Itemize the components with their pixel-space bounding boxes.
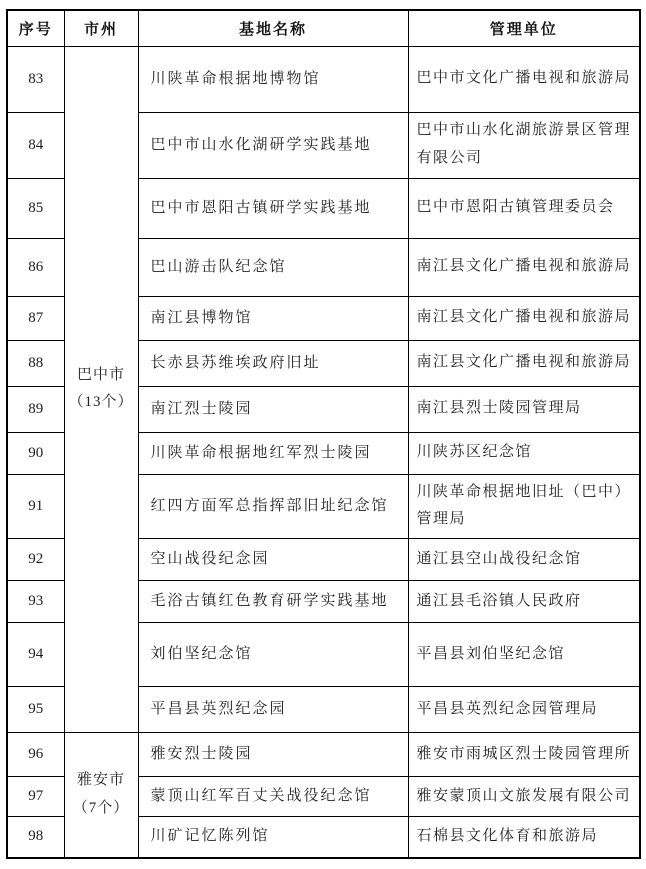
city-group-cell (64, 46, 138, 733)
management-unit-cell: 平昌县刘伯坚纪念馆 (408, 623, 640, 687)
management-unit-cell: 雅安市雨城区烈士陵园管理所 (408, 733, 640, 777)
header-city: 市州 (64, 10, 138, 46)
base-name-cell: 巴中市山水化湖研学实践基地 (138, 112, 408, 178)
serial-number-cell: 98 (7, 817, 64, 858)
table-header (7, 10, 640, 46)
management-unit-cell: 川陕苏区纪念馆 (408, 432, 640, 474)
serial-number-cell: 96 (7, 733, 64, 777)
serial-number-cell: 95 (7, 687, 64, 733)
management-unit-cell: 雅安蒙顶山文旅发展有限公司 (408, 777, 640, 817)
serial-number-cell: 94 (7, 623, 64, 687)
serial-number-cell: 89 (7, 386, 64, 432)
serial-number-cell: 84 (7, 112, 64, 178)
management-unit-cell: 平昌县英烈纪念园管理局 (408, 687, 640, 733)
table-row (7, 733, 640, 777)
city-name: 巴中市 (76, 366, 125, 383)
table-header-row (7, 10, 640, 46)
serial-number-cell: 83 (7, 46, 64, 112)
red-tourism-base-table (6, 9, 641, 859)
base-name-cell: 平昌县英烈纪念园 (138, 687, 408, 733)
base-name-cell: 毛浴古镇红色教育研学实践基地 (138, 581, 408, 623)
base-name-cell: 巴山游击队纪念馆 (138, 238, 408, 296)
management-unit-cell: 巴中市恩阳古镇管理委员会 (408, 178, 640, 238)
base-name-cell: 刘伯坚纪念馆 (138, 623, 408, 687)
header-management-unit: 管理单位 (408, 10, 640, 46)
serial-number-cell: 97 (7, 777, 64, 817)
base-name-cell: 南江烈士陵园 (138, 386, 408, 432)
serial-number-cell: 88 (7, 340, 64, 386)
management-unit-cell: 通江县空山战役纪念馆 (408, 539, 640, 581)
management-unit-cell: 南江县烈士陵园管理局 (408, 386, 640, 432)
city-count-label: （7个） (72, 799, 130, 816)
serial-number-cell: 93 (7, 581, 64, 623)
serial-number-cell: 90 (7, 432, 64, 474)
management-unit-cell: 南江县文化广播电视和旅游局 (408, 296, 640, 340)
serial-number-cell: 91 (7, 474, 64, 539)
management-unit-cell: 巴中市文化广播电视和旅游局 (408, 46, 640, 112)
city-group-cell (64, 733, 138, 858)
serial-number-cell: 85 (7, 178, 64, 238)
serial-number-cell: 86 (7, 238, 64, 296)
management-unit-cell: 川陕革命根据地旧址（巴中）管理局 (408, 474, 640, 539)
table-row (7, 46, 640, 112)
management-unit-cell: 巴中市山水化湖旅游景区管理有限公司 (408, 112, 640, 178)
base-name-cell: 蒙顶山红军百丈关战役纪念馆 (138, 777, 408, 817)
base-name-cell: 川陕革命根据地红军烈士陵园 (138, 432, 408, 474)
base-name-cell: 川矿记忆陈列馆 (138, 817, 408, 858)
base-name-cell: 雅安烈士陵园 (138, 733, 408, 777)
management-unit-cell: 通江县毛浴镇人民政府 (408, 581, 640, 623)
base-name-cell: 空山战役纪念园 (138, 539, 408, 581)
city-count-label: （13个） (68, 394, 134, 411)
serial-number-cell: 87 (7, 296, 64, 340)
table-body (7, 46, 640, 858)
header-serial-number: 序号 (7, 10, 64, 46)
base-name-cell: 长赤县苏维埃政府旧址 (138, 340, 408, 386)
header-base-name: 基地名称 (138, 10, 408, 46)
management-unit-cell: 石棉县文化体育和旅游局 (408, 817, 640, 858)
base-name-cell: 南江县博物馆 (138, 296, 408, 340)
base-name-cell: 川陕革命根据地博物馆 (138, 46, 408, 112)
base-name-cell: 红四方面军总指挥部旧址纪念馆 (138, 474, 408, 539)
management-unit-cell: 南江县文化广播电视和旅游局 (408, 238, 640, 296)
city-name: 雅安市 (76, 772, 125, 788)
serial-number-cell: 92 (7, 539, 64, 581)
management-unit-cell: 南江县文化广播电视和旅游局 (408, 340, 640, 386)
base-name-cell: 巴中市恩阳古镇研学实践基地 (138, 178, 408, 238)
